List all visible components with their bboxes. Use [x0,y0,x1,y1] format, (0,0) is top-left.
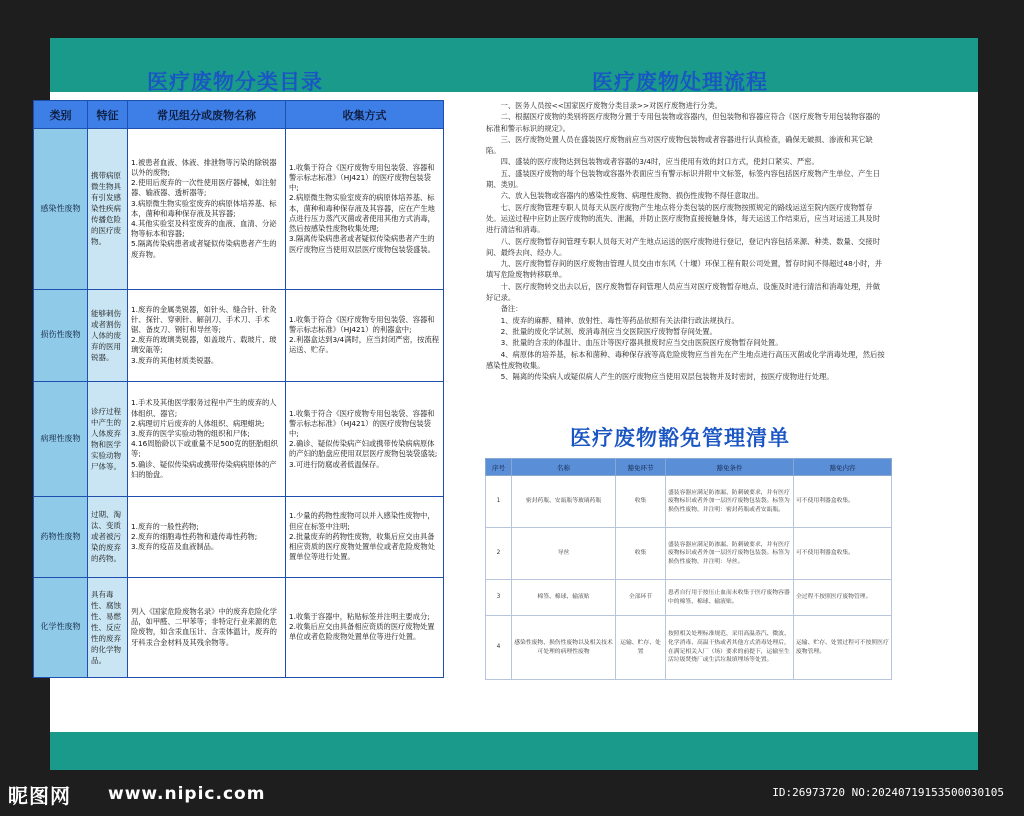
list-item: 2.收集后应交由具备相应资质的医疗废物处置单位或者危险废物处置单位等进行处置。 [289,622,435,642]
bottom-teal-band [50,732,978,770]
feature-cell: 携带病原微生物具有引发感染性疾病传播危险的医疗废物。 [88,129,128,290]
waiver-content: 运输、贮存、处置过程可不按照医疗废物管理。 [794,616,892,680]
header-category: 类别 [34,101,88,129]
list-item: 1.收集于容器中，粘贴标签并注明主要成分; [289,611,430,621]
header-components: 常见组分或废物名称 [128,101,286,129]
header-no: 序号 [486,459,512,476]
table-row [34,381,444,496]
collection-cell [286,289,444,381]
collection-cell [286,577,444,677]
watermark-id: ID:26973720 NO:20240719153500030105 [772,786,1004,799]
header-condition: 豁免条件 [666,459,794,476]
process-text [486,100,886,382]
classification-title: 医疗废物分类目录 [147,70,323,94]
waiver-condition: 患者自行用于按压止血而未收集于医疗废物容器中的棉签、棉球、输液贴。 [666,580,794,616]
table-row [34,129,444,290]
feature-cell: 能够刺伤或者割伤人体的废弃的医用锐器。 [88,289,128,381]
collection-cell [286,381,444,496]
watermark-brand: 昵图网 [8,784,71,808]
list-item: 2.病理切片后废弃的人体组织、病理蜡块; [131,418,265,428]
components-cell [128,577,286,677]
components-cell [128,497,286,577]
table-row [486,476,892,528]
list-item: 3.废弃的疫苗及血液制品。 [131,542,219,552]
table-row [34,289,444,381]
process-step: 三、医疗废物处置人员在盛装医疗废物前应当对医疗废物包装物或者容器进行认真检查，确保无破损、渗液和其它缺陷。 [486,134,873,156]
waiver-condition: 盛装容器应满足防渗漏、防刺破要求，并有医疗废物标识或者外加一层医疗废物包装袋。标签为损伤性废物，并注明：密封药瓶或者安瓿瓶。 [666,476,794,528]
list-item: 3.隔离传染病患者或者疑似传染病患者产生的医疗废物应当使用双层医疗废物包装袋盛装。 [289,234,435,254]
list-item: 1.被患者血液、体液、排泄物等污染的除锐器以外的废物; [131,157,277,177]
list-item: 3.废弃的医学实验动物的组织和尸体; [131,428,250,438]
category-cell: 损伤性废物 [34,289,88,381]
table-row [486,580,892,616]
category-cell: 药物性废物 [34,497,88,577]
waiver-name: 棉签、棉球、输液贴 [512,580,616,616]
waiver-stage: 收集 [616,476,666,528]
header-content: 豁免内容 [794,459,892,476]
note-item: 2、批量的废化学试剂、废消毒剂应当交医院医疗废物暂存间处置。 [500,326,717,336]
process-step: 一、医务人员按<<国家医疗废物分类目录>>对医疗废物进行分类。 [500,101,723,110]
row-number: 2 [486,528,512,580]
note-item: 3、批量的含汞的体温计、血压计等医疗器具报废时应当交由医院医疗废物暂存间处置。 [500,338,783,348]
list-item: 3.可进行防腐或者低温保存。 [289,459,384,469]
waiver-name: 感染性废物、损伤性废物以及相关技术可处理的病理性废物 [512,616,616,680]
list-item: 2.废弃的细胞毒性药物和遗传毒性药物; [131,531,258,541]
row-number: 3 [486,580,512,616]
notes-heading: 备注： [500,304,523,314]
list-item: 2.利器盒达到3/4满时，应当封闭严密，按流程运送、贮存。 [289,335,440,355]
waiver-header-row [486,459,892,476]
list-item: 4.其他实验室及科室废弃的血液、血清、分泌物等标本和容器; [131,218,277,239]
waiver-name: 密封药瓶、安瓿瓶等玻璃药瓶 [512,476,616,528]
waiver-title: 医疗废物豁免管理清单 [570,426,790,450]
list-item: 3.废弃的其他材质类锐器。 [131,355,219,365]
list-item: 2.使用后废弃的一次性使用医疗器械，如注射器、输液器、透析器等; [131,178,277,198]
list-item: 2.确诊、疑似传染病产妇或携带传染病病原体的产妇的胎盘应使用双层医疗废物包装袋盛装; [289,439,438,459]
components-cell [128,289,286,381]
process-step: 十、医疗废物转交出去以后，医疗废物暂存间管理人员应当对医疗废物暂存地点、设施及时进行清洁和消毒处理，并做好记录。 [486,281,881,303]
table-row [486,616,892,680]
header-feature: 特征 [88,101,128,129]
waiver-stage: 运输、贮存、处置 [616,616,666,680]
note-item: 4、病原体的培养基，标本和菌种、毒种保存液等高危险废物应当首先在产生地点进行高压灭菌或化学消毒处理，然后按感染性废物收集。 [486,349,885,370]
list-item: 4.16周胎龄以下或重量不足500克的胚胎组织等; [131,439,278,459]
list-item: 2.废弃的玻璃类锐器，如盖玻片、载玻片、玻璃安瓿等; [131,335,277,355]
list-item: 3.病原微生物实验室废弃的病原体培养基、标本，菌种和毒种保存液及其容器; [131,198,277,218]
list-item: 1.收集于符合《医疗废物专用包装袋、容器和警示标志标准》（HJ421）的医疗废物包装袋中; [289,162,435,193]
list-item: 列入《国家危险废物名录》中的废弃危险化学品，如甲醛、二甲苯等；非特定行业来源的危险废物，如含汞血压计、含汞体温计，废弃的牙科汞合金材料及其残余物等。 [131,606,277,647]
header-collection: 收集方式 [286,101,444,129]
list-item: 5.隔离传染病患者或者疑似传染病患者产生的废弃物。 [131,239,277,259]
note-item: 1、废弃的麻醉、精神、放射性、毒性等药品依照有关法律行政法规执行。 [500,315,739,325]
note-item: 5、隔离的传染病人或疑似病人产生的医疗废物应当使用双层包装物并及时密封，按医疗废物进行处理。 [500,372,834,382]
waiver-content: 全过程不按照医疗废物管理。 [794,580,892,616]
process-step: 七、医疗废物管理专职人员每天从医疗废物产生地点将分类包装的医疗废物按照规定的路线运送至院内医疗废物暂存处。运送过程中应防止医疗废物的流失、泄漏，并防止医疗废物直接接触身体，每天运送工作结束后，应当对运送工具及时进行清洁和消毒。 [486,202,881,235]
waiver-stage: 全部环节 [616,580,666,616]
table-row [34,577,444,677]
feature-cell: 诊疗过程中产生的人体废弃物和医学实验动物尸体等。 [88,381,128,496]
list-item: 5.确诊、疑似传染病或携带传染病病原体的产妇的胎盘。 [131,459,277,479]
feature-cell: 具有毒性、腐蚀性、易燃性、反应性的废弃的化学物品。 [88,577,128,677]
header-stage: 豁免环节 [616,459,666,476]
list-item: 2.病原微生物实验室废弃的病原体培养基、标本，菌种和毒种保存液及其容器，应在产生地点进行压力蒸汽灭菌或者使用其他方式消毒，然后按感染性废物收集处理; [289,193,435,234]
header-name: 名称 [512,459,616,476]
waiver-condition: 盛装容器应满足防渗漏、防刺破要求，并有医疗废物标识或者外加一层医疗废物包装袋。标签为损伤性废物，并注明：导丝。 [666,528,794,580]
components-cell [128,381,286,496]
list-item: 1.收集于符合《医疗废物专用包装袋、容器和警示标志标准》（HJ421）的医疗废物包装袋中; [289,408,435,438]
waiver-stage: 收集 [616,528,666,580]
list-item: 2.批量废弃的药物性废物，收集后应交由具备相应资质的医疗废物处置单位或者危险废物处置单位等进行处置。 [289,531,435,562]
waiver-name: 导丝 [512,528,616,580]
row-number: 1 [486,476,512,528]
waiver-table [485,458,892,680]
waiver-content: 可不使用利器盒收集。 [794,528,892,580]
classification-table [33,100,444,678]
list-item: 1.收集于符合《医疗废物专用包装袋、容器和警示标志标准》（HJ421）的利器盒中; [289,314,435,335]
process-step: 五、盛装医疗废物的每个包装物或容器外表面应当有警示标识并附中文标签，标签内容包括医疗废物产生单位、产生日期、类别。 [486,168,881,190]
process-step: 二、根据医疗废物的类别将医疗废物分置于专用包装物或容器内，但包装物和容器应符合《医疗废物专用包装物容器的标准和警示标识的规定》。 [486,112,881,133]
list-item: 1.废弃的一般性药物; [131,521,199,531]
table-row [486,528,892,580]
collection-cell [286,129,444,290]
list-item: 1.废弃的金属类锐器，如针头、缝合针、针灸针、探针、穿刺针、解剖刀、手术刀、手术锯、备皮刀、钢钉和导丝等; [131,304,277,335]
waiver-content: 可不使用利器盒收集。 [794,476,892,528]
list-item: 1.少量的药物性废物可以并入感染性废物中，但应在标签中注明; [289,511,435,531]
table-row [34,497,444,577]
process-step: 九、医疗废物暂存间的医疗废物由管理人员交由市东风（十堰）环保工程有限公司处置，暂存时间不得超过48小时，并填写危险废物转移联单。 [486,259,883,280]
components-cell [128,129,286,290]
category-cell: 病理性废物 [34,381,88,496]
waiver-condition: 按照相关处理标准规范，采用高温蒸汽、微波、化学消毒、高温干热或者其他方式消毒处理后，在满足相关入厂（场）要求的前提下，运输至生活垃圾焚烧厂或生活垃圾填埋场等处置。 [666,616,794,680]
process-step: 八、医疗废物暂存间管理专职人员每天对产生地点运送的医疗废物进行登记，登记内容包括来源、种类、数量、交接时间、最终去向、经办人。 [486,236,881,257]
process-step: 四、盛装的医疗废物达到包装物或者容器的3/4时，应当使用有效的封口方式，使封口紧实、严密。 [500,157,819,167]
list-item: 1.手术及其他医学服务过程中产生的废弃的人体组织、器官; [131,398,277,418]
collection-cell [286,497,444,577]
category-cell: 化学性废物 [34,577,88,677]
classification-header-row [34,101,444,129]
process-title: 医疗废物处理流程 [592,70,768,94]
watermark-url: www.nipic.com [108,784,266,804]
feature-cell: 过期、淘汰、变质或者被污染的废弃的药物。 [88,497,128,577]
process-step: 六、放入包装物或容器内的感染性废物、病理性废物、损伤性废物不得任意取出。 [500,191,764,201]
category-cell: 感染性废物 [34,129,88,290]
row-number: 4 [486,616,512,680]
